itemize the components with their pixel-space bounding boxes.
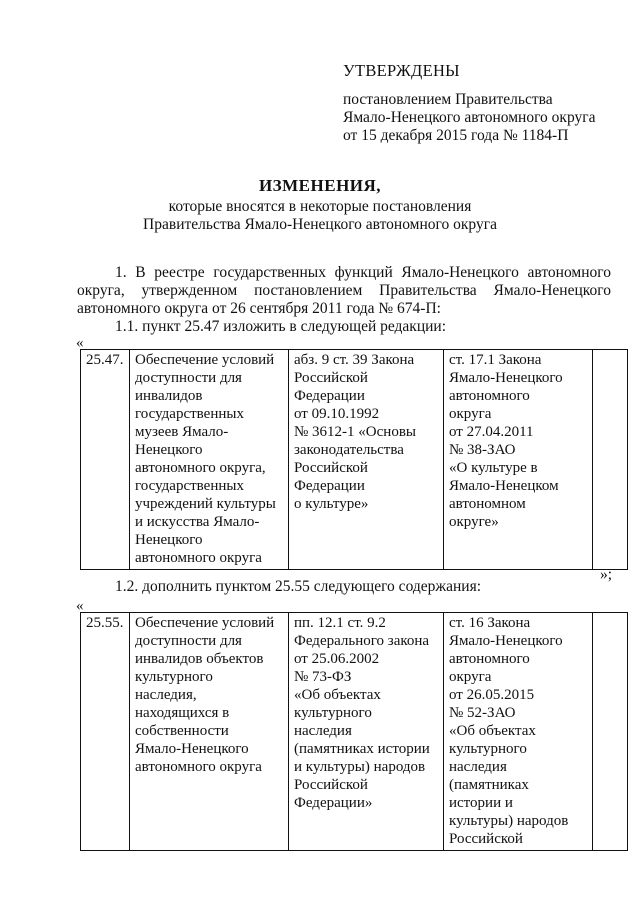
cell-federal-law: абз. 9 ст. 39 Закона Российской Федерации от 09.10.1992 № 3612-1 «Основы законодательства Российской Федерации о культуре» <box>289 350 444 570</box>
cell-federal-law: пп. 12.1 ст. 9.2 Федерального закона от 25.06.2002 № 73-ФЗ «Об объектах культурного наследия (памятниках истории и культуры) народов Российской Федерации» <box>289 613 444 851</box>
cell-extra <box>593 350 628 570</box>
approval-line: постановлением Правительства <box>343 91 553 108</box>
item-1-2: 1.2. дополнить пунктом 25.55 следующего содержания: <box>115 578 481 595</box>
paragraph-1: 1. В реестре государственных функций Ямало-Ненецкого автономного округа, утвержденном постановлением Правительства Ямало-Ненецкого автономного округа от 26 сентября 2011 года № 674-П: <box>77 264 611 317</box>
table-row <box>81 613 628 851</box>
table-25-47 <box>80 349 628 570</box>
title-line: которые вносятся в некоторые постановления <box>168 198 472 215</box>
approval-line: Ямало-Ненецкого автономного округа <box>343 109 596 126</box>
cell-extra <box>593 613 628 851</box>
cell-function: Обеспечение условий доступности для инвалидов государственных музеев Ямало- Ненецкого автономного округа, государственных учреждений культуры и искусства Ямало- Ненецкого автономного округа <box>130 350 289 570</box>
document-title <box>0 177 640 234</box>
approval-block <box>343 62 595 145</box>
table-row <box>81 350 628 570</box>
cell-regional-law: ст. 16 Закона Ямало-Ненецкого автономного округа от 26.05.2015 № 52-ЗАО «Об объектах культурного наследия (памятниках истории и культуры) народов Российской <box>444 613 593 851</box>
quote-open: « <box>76 598 84 614</box>
cell-number: 25.55. <box>81 613 130 851</box>
approval-line: от 15 декабря 2015 года № 1184-П <box>343 127 569 144</box>
cell-regional-law: ст. 17.1 Закона Ямало-Ненецкого автономного округа от 27.04.2011 № 38-ЗАО «О культуре в Ямало-Ненецком автономном округе» <box>444 350 593 570</box>
quote-open: « <box>76 335 84 351</box>
title-main: ИЗМЕНЕНИЯ, <box>258 176 382 195</box>
table-25-55 <box>80 612 628 851</box>
item-1-1: 1.1. пункт 25.47 изложить в следующей редакции: <box>115 318 447 335</box>
cell-number: 25.47. <box>81 350 130 570</box>
approval-heading: УТВЕРЖДЕНЫ <box>343 61 460 80</box>
quote-close: »; <box>599 566 612 583</box>
cell-function: Обеспечение условий доступности для инвалидов объектов культурного наследия, находящихся в собственности Ямало-Ненецкого автономного округа <box>130 613 289 851</box>
title-line: Правительства Ямало-Ненецкого автономного округа <box>143 216 497 233</box>
